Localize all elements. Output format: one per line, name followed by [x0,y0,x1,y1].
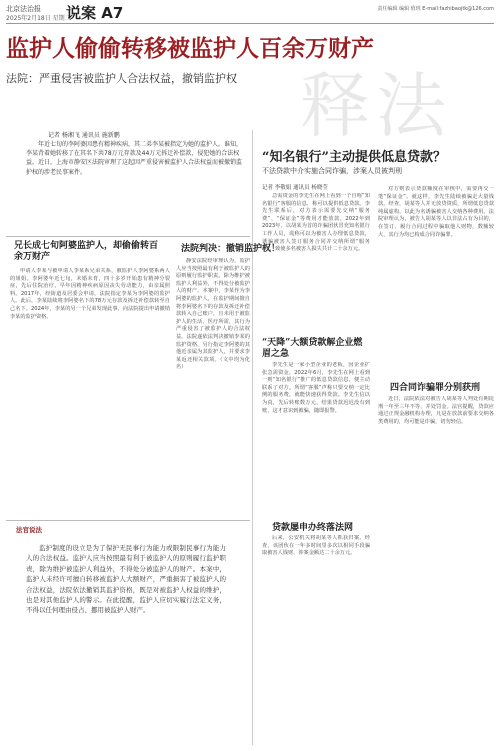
issue-date: 2025年2月18日 星期二 [6,15,71,22]
editor-info: 责任编辑 编辑 值班 E-mail:fazhibaojtk@126.com [377,6,494,12]
divider-left [6,236,250,237]
newspaper-name: 北京法治报 [6,5,41,13]
col1-text: 申请人李某与被申请人李某系兄弟关系，被监护人李阿婆系两人的姐姐。李阿婆年近七旬，未婚未育，四十多岁开始患有精神分裂症，先后住院治疗。早年因精神疾病原因丧失劳动能力，由亲属照料。2017年，经街道及居委会申请，法院指定李某为李阿婆的监护人。此后，李某陆续将李阿婆名下的78万元存款及拆迁补偿款转至自己名下。2024年，李某的另一个兄弟发现此事，向法院提出申请撤销李某的监护资格。 [10,268,170,320]
commentary-title: 法官说法 [16,526,42,534]
col2-title: 法院判决：撤销监护权！ [181,244,281,254]
divider-commentary [6,520,250,521]
col1-title: 兄长成七旬阿婆监护人，却偷偷转百余万财产 [14,241,159,262]
main-byline: 记者 杨湘飞 通讯员 施新鹏 [48,132,120,139]
page-headline: 监护人偷偷转移被监护人百余万财产 [6,35,374,62]
divider-vertical [252,130,253,745]
side-col-b: 后来，公安机关将胡某等人抓获归案。经查，该团伙在一年多时间里多次以相同手段骗取被害人钱财，涉案金额达二十余万元。 [262,535,370,557]
side-col-a2: 李先生是一家小型企业的老板，因企业扩张急需资金。2022年6月，李先生在网上看到一则“知名银行”推广的低息贷款信息，便主动联系了对方。所谓“客服”声称只要交纳一定比例的服务费，就能快速获得贷款。李先生信以为真，先后转账数万元，结果贷款迟迟没有到账，这才意识到被骗，随即报警。 [262,362,370,414]
page-subhead: 法院：严重侵害被监护人合法权益，撤销监护权 [6,72,237,85]
header-divider [6,23,494,24]
side-col-c-title: 四合同诈骗罪分别获刑 [390,383,481,393]
side-article-byline: 记者 李敬娟 通讯员 杨晓莹 [262,185,328,191]
background-watermark: 释法 [300,65,452,147]
lead-paragraph: 年近七旬的李阿婆因患有精神疾病，其二弟李某被指定为她的监护人。谁知，李某背着她转移了在其名下共78万元存款及44万元拆迁补偿款，侵犯她的合法权益。近日，上海市静安区法院审理了这起因严重侵害被监护人合法权益而被撤销监护权的涉老民事案件。 [26,141,243,176]
commentary-text: 监护制度的设立是为了保护无民事行为能力或限制民事行为能力人的合法权益。监护人应当按照最有利于被监护人的原则履行监护职责，除为维护被监护人利益外，不得处分被监护人的财产。本案中，监护人未经许可擅自转移被监护人大额财产，严重损害了被监护人的合法权益，法院依法撤销其监护资格，既是对被监护人权益的维护，也是对其他监护人的警示。在此提醒，监护人应切实履行法定义务，不得以任何理由侵占、挪用被监护人财产。 [26,544,226,615]
side-col-c: 对方则表示贷款额度在审核中，需要再交一笔“保证金”。就这样，李先生陆续被骗走大量钱款。经查，胡某等人并无放贷资质，所谓低息贷款纯属虚构，以此为名诱骗被害人交纳各种费用。法院审理认为，被告人胡某等人以非法占有为目的，在签订、履行合同过程中骗取他人财物，数额较大，其行为均已构成合同诈骗罪。 [378,186,494,238]
side-col-c2: 近日，法院依法对被告人胡某等人判处有期徒刑一年至三年不等，并处罚金。法官提醒，贷款应通过正规金融机构办理，凡是在放款前要求交纳各类费用的，均可能是诈骗，切勿轻信。 [378,396,494,425]
side-article-subtitle: 不法贷款中介实施合同诈骗，涉案人员被判刑 [262,167,402,175]
col2-text: 静安法院经审理认为，监护人应当按照最有利于被监护人的原则履行监护职责。除为维护被监护人利益外，不得处分被监护人的财产。本案中，李某作为李阿婆的监护人，在监护期间擅自将李阿婆名下的存款及拆迁补偿款转入自己账户，且未用于被监护人的生活、医疗所需，其行为严重侵害了被监护人的合法权益。法院遂依法判决撤销李某的监护资格，另行指定李阿婆的其他近亲属为其监护人，并要求李某返还相关款项。（文中均为化名） [176,258,250,371]
side-col-b-title: 贷款屡申办终落法网 [272,523,354,533]
section-title: 说案 A7 [66,4,124,22]
side-article-title: “知名银行”主动提供低息贷款？ [262,150,446,165]
side-col-a: 急需资金的李先生在网上看到一个自称“知名银行”客服的信息，称可以提供低息贷款。李先生联系后，对方表示需要先交纳“服务费”、“保证金”等费用才能放款。2022年到2023年，以胡某为首的诈骗团伙冒充知名银行工作人员，谎称可以为被害人办理低息贷款，诱骗被害人签订服务合同并交纳所谓“服务费”，致使多名被害人损失共计二十余万元。 [262,193,370,253]
side-col-a-title: “天降”大额贷款解企业燃眉之急 [262,338,363,359]
